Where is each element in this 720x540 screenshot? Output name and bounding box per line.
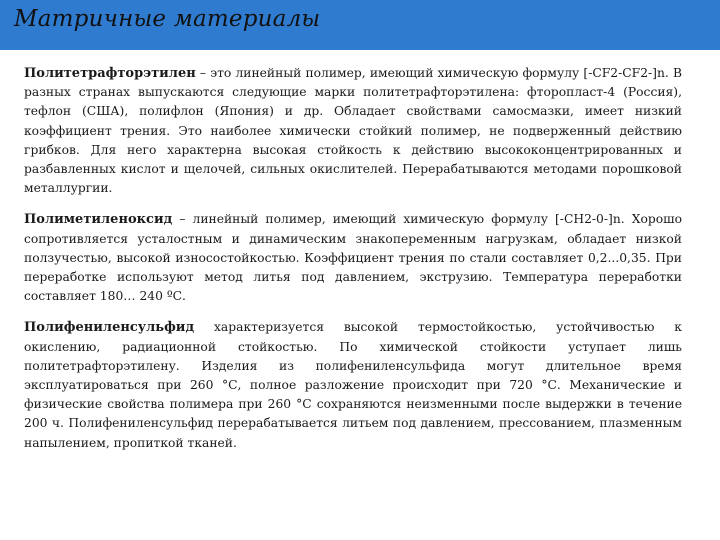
paragraph-pps: [24, 318, 682, 452]
text-pom: – линейный полимер, имеющий химическую формулу [-CH2-0-]n. Хорошо сопротивляется усталостным и динамическим знакопеременным нагрузкам, обладает низкой ползучестью, высокой износостойкостью. Коэффициент трения по стали составляет 0,2...0,35. При переработке используют метод литья под давлением, экструзию. Температура переработки составляет 180… 240 ºС.: [24, 212, 682, 304]
text-ptfe: – это линейный полимер, имеющий химическую формулу [-CF2-CF2-]n. В разных странах выпускаются следующие марки политетрафторэтилена: фторопласт-4 (Россия), тефлон (США), полифлон (Япония) и др. Обладает свойствами самосмазки, имеет низкий коэффициент трения. Это наиболее химически стойкий полимер, не подверженный действию грибков. Для него характерна высокая стойкость к действию высококонцентрированных и разбавленных кислот и щелочей, сильных окислителей. Перерабатываются методами порошковой металлургии.: [24, 66, 682, 196]
paragraph-ptfe: [24, 64, 682, 198]
term-pom: Полиметиленоксид: [24, 212, 173, 228]
text-pps: характеризуется высокой термостойкостью, устойчивостью к окислению, радиационной стойкостью. По химической стойкости уступает лишь политетрафторэтилену. Изделия из полифениленсульфида могут длительное время эксплуатироваться при 260 °С, полное разложение происходит при 720 °С. Механические и физические свойства полимера при 260 °С сохраняются неизменными после выдержки в течение 200 ч. Полифениленсульфид перерабатывается литьем под давлением, прессованием, плазменным напылением, пропиткой тканей.: [24, 320, 682, 450]
title-bar: [0, 0, 720, 50]
term-ptfe: Политетрафторэтилен: [24, 66, 196, 81]
paragraph-pom: [24, 210, 682, 306]
page-title: Матричные материалы: [14, 6, 321, 32]
term-pps: Полифениленсульфид: [24, 320, 195, 336]
slide-body: [24, 64, 682, 465]
